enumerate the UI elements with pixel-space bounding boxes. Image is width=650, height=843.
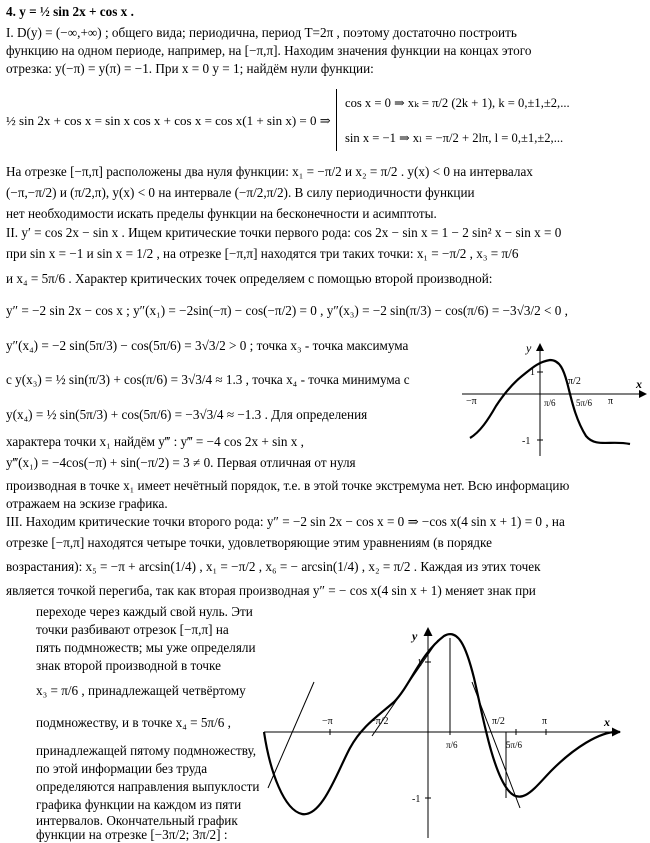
equation-case-cos: cos x = 0 ⇒ xₖ = π/2 (2k + 1), k = 0,±1,±2,...	[345, 96, 570, 110]
equation-case-sin: sin x = −1 ⇒ xₗ = −π/2 + 2lπ, l = 0,±1,±2,...	[345, 131, 564, 145]
text-line: знак второй производной в точке	[36, 658, 221, 673]
label-pi6: π/6	[446, 740, 458, 750]
label-5pi6: 5π/6	[506, 740, 523, 750]
label-pi-half: π/2	[568, 376, 581, 387]
label-pi6: π/6	[544, 398, 556, 408]
text-line: y‴(x₁) = −4cos(−π) + sin(−π/2) = 3 ≠ 0. Первая отличная от нуля	[6, 455, 356, 470]
problem-header: 4. y = ½ sin 2x + cos x .	[6, 4, 134, 19]
text-line: с y(x₃) = ½ sin(π/3) + cos(π/6) = 3√3/4 ≈ 1.3 , точка x₄ - точка минимума с	[6, 372, 410, 387]
text-line: функцию на одном периоде, например, на [−π,π]. Находим значения функции на концах этого	[6, 43, 532, 58]
final-curve	[264, 634, 620, 814]
text-line: и x₄ = 5π/6 . Характер критических точек определяем с помощью второй производной:	[6, 271, 493, 286]
x-axis-label: x	[604, 715, 610, 729]
text-line: II. y′ = cos 2x − sin x . Ищем критические точки первого рода: cos 2x − sin x = 1 − 2 sin² x − sin x = 0	[6, 225, 562, 240]
text-line: переходе через каждый свой нуль. Эти	[36, 604, 253, 619]
text-line: по этой информации без труда	[36, 761, 208, 776]
label-pi: π	[608, 396, 614, 407]
text-line: нет необходимости искать пределы функции на бесконечности и асимптоты.	[6, 206, 437, 221]
sketch-graph	[460, 340, 650, 460]
system-brace	[336, 89, 345, 151]
text-line: III. Находим критические точки второго рода: y″ = −2 sin 2x − cos x = 0 ⇒ −cos x(4 sin x + 1) = 0 , на	[6, 514, 565, 529]
text-line: при sin x = −1 и sin x = 1/2 , на отрезке [−π,π] находятся три таких точки: x₁ = −π/2 , x₃ = π/6	[6, 246, 519, 261]
text-line: y(x₄) = ½ sin(5π/3) + cos(5π/6) = −3√3/4 ≈ −1.3 . Для определения	[6, 407, 368, 422]
text-line: определяются направления выпуклости	[36, 779, 260, 794]
label-pi: π	[542, 716, 548, 727]
label-one: 1	[530, 367, 535, 378]
tangent-left	[268, 682, 314, 788]
y-axis-label: y	[412, 629, 418, 643]
label-pi-half: π/2	[492, 716, 505, 727]
x-axis-label: x	[636, 377, 642, 391]
y-axis-label: y	[526, 341, 532, 355]
text-line: интервалов. Окончательный график	[36, 813, 238, 828]
text-line: отрезка: y(−π) = y(π) = −1. При x = 0 y = 1; найдём нули функции:	[6, 61, 374, 76]
final-graph	[260, 620, 640, 840]
text-line: I. D(y) = (−∞,+∞) ; общего вида; периодична, период T=2π , поэтому достаточно построить	[6, 25, 517, 40]
text-line: x₃ = π/6 , принадлежащей четвёртому	[36, 683, 246, 698]
text-line: На отрезке [−π,π] расположены два нуля функции: x₁ = −π/2 и x₂ = π/2 . y(x) < 0 на интервалах	[6, 164, 533, 179]
text-line: точки разбивают отрезок [−π,π] на	[36, 622, 229, 637]
label-minus-pi: −π	[466, 396, 477, 407]
text-line: отрезке [−π,π] находятся четыре точки, удовлетворяющие этим уравнениям (в порядке	[6, 535, 492, 550]
text-line: подмножеству, и в точке x₄ = 5π/6 ,	[36, 715, 231, 730]
label-minus-one: -1	[412, 794, 421, 805]
text-line: пять подмножеств; мы уже определяли	[36, 640, 256, 655]
text-line: отражаем на эскизе графика.	[6, 496, 168, 511]
text-line: является точкой перегиба, так как вторая производная y″ = − cos x(4 sin x + 1) меняет знак при	[6, 583, 536, 598]
label-minus-one: -1	[522, 436, 531, 447]
text-line: принадлежащей пятому подмножеству,	[36, 743, 257, 758]
label-5pi6: 5π/6	[576, 398, 593, 408]
text-line: функции на отрезке [−3π/2; 3π/2] :	[36, 827, 228, 842]
text-line: графика функции на каждом из пяти	[36, 797, 242, 812]
equation-main: ½ sin 2x + cos x = sin x cos x + cos x = cos x(1 + sin x) = 0 ⇒	[6, 113, 331, 128]
label-minus-pi: −π	[322, 716, 333, 727]
text-line: характера точки x₁ найдём y‴ : y‴ = −4 cos 2x + sin x ,	[6, 434, 304, 449]
text-line: производная в точке x₁ имеет нечётный порядок, т.е. в этой точке экстремума нет. Всю информацию	[6, 478, 570, 493]
label-one: 1	[417, 658, 422, 669]
text-line: y″(x₄) = −2 sin(5π/3) − cos(5π/6) = 3√3/2 > 0 ; точка x₃ - точка максимума	[6, 338, 409, 353]
text-line: y″ = −2 sin 2x − cos x ; y″(x₁) = −2sin(−π) − cos(−π/2) = 0 , y″(x₃) = −2 sin(π/3) − cos(π/6) = −3√3/2 < 0 ,	[6, 303, 568, 318]
text-line: возрастания): x₅ = −π + arcsin(1/4) , x₁ = −π/2 , x₆ = − arcsin(1/4) , x₂ = π/2 . Каждая из этих точек	[6, 559, 541, 574]
label-minus-pi-half: −π/2	[370, 716, 389, 727]
text-line: (−π,−π/2) и (π/2,π), y(x) < 0 на интервале (−π/2,π/2). В силу периодичности функции	[6, 185, 475, 200]
